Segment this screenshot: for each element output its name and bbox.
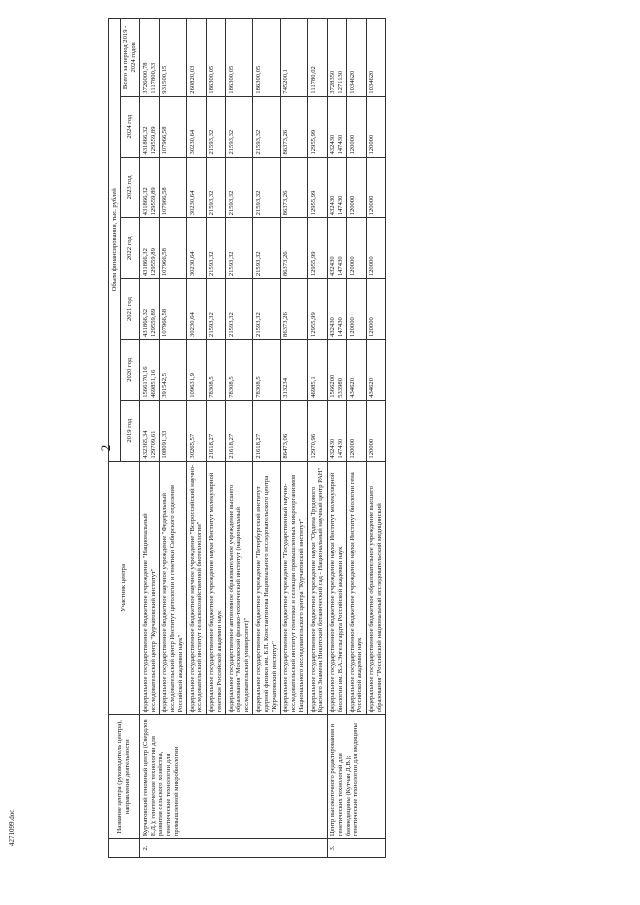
- total-value: 3726000,78 1117800,33: [140, 19, 160, 97]
- year-value: 46985,1: [308, 339, 328, 400]
- participant-name: федеральное государственное бюджетное учреждение науки "Ордена Трудового Красного Знамени Никитский ботанический сад - Национальный научный центр РАН": [308, 461, 328, 715]
- year-value: 1566170,16 469851,16: [140, 339, 160, 400]
- year-value: 12955,99: [308, 157, 328, 218]
- year-value: 12955,99: [308, 96, 328, 157]
- year-value: 120000: [366, 96, 386, 157]
- year-value: 431866,32 129559,89: [140, 96, 160, 157]
- year-value: 21593,32: [226, 218, 253, 279]
- year-value: 432430 147430: [327, 96, 347, 157]
- row-index: 3.: [327, 839, 386, 858]
- year-value: 434620: [366, 339, 386, 400]
- total-value: 186300,05: [226, 19, 253, 97]
- year-value: 434620: [347, 339, 367, 400]
- table-body: [140, 19, 386, 858]
- year-value: 120000: [366, 157, 386, 218]
- year-value: 21593,32: [226, 279, 253, 340]
- year-value: 78308,5: [206, 339, 226, 400]
- year-value: 21618,27: [226, 400, 253, 461]
- participant-name: федеральное государственное бюджетное научное учреждение "Всероссийский научно-исследовательский институт сельскохозяйственной биотехнологии": [187, 461, 207, 715]
- header-index: [109, 839, 140, 858]
- year-value: 86373,26: [280, 218, 307, 279]
- year-value: 21593,32: [206, 218, 226, 279]
- document-id: 4271099.doc: [8, 809, 16, 846]
- header-participant: Участник центра: [109, 461, 140, 715]
- year-value: 12955,99: [308, 279, 328, 340]
- participant-name: федеральное государственное бюджетное учреждение "Государственный научно-исследовательский институт генетики и селекции промышленных микроорганизмов Национального исследовательского центра "Курчатовский институт": [280, 461, 307, 715]
- year-value: 1566200 533980: [327, 339, 347, 400]
- total-value: 111780,02: [308, 19, 328, 97]
- year-value: 21593,32: [253, 157, 280, 218]
- total-value: 186300,05: [206, 19, 226, 97]
- year-value: 432430 147430: [327, 157, 347, 218]
- year-value: 21593,32: [253, 218, 280, 279]
- page-number: 2: [98, 444, 113, 452]
- year-value: 391542,5: [159, 339, 186, 400]
- total-value: 260820,03: [187, 19, 207, 97]
- rotated-table-container: [108, 18, 640, 858]
- participant-name: федеральное государственное бюджетное научное учреждение "Федеральный исследовательский центр Институт цитологии и генетики Сибирского отделения Российской академии наук": [159, 461, 186, 715]
- year-value: 30230,64: [187, 218, 207, 279]
- participant-name: федеральное государственное бюджетное учреждение "Национальный исследовательский центр "Курчатовский институт": [140, 461, 160, 715]
- header-year: 2022 год: [120, 218, 140, 279]
- participant-name: федеральное государственное бюджетное учреждение науки Институт молекулярной генетики Российской академии наук: [206, 461, 226, 715]
- year-value: 30230,64: [187, 279, 207, 340]
- header-year: 2020 год: [120, 339, 140, 400]
- year-value: 432430 147430: [327, 400, 347, 461]
- year-value: 432430 147430: [327, 279, 347, 340]
- year-value: 21593,32: [253, 279, 280, 340]
- header-total: Всего за период 2019 - 2024 годов: [120, 19, 140, 97]
- year-value: 30230,64: [187, 157, 207, 218]
- total-value: 3728350 1271130: [327, 19, 347, 97]
- table-row: [140, 19, 160, 858]
- year-value: 78308,5: [253, 339, 280, 400]
- header-year: 2021 год: [120, 279, 140, 340]
- participant-name: федеральное государственное автономное образовательное учреждение высшего образования "Московский физико-технический институт (национальный исследовательский университет)": [226, 461, 253, 715]
- year-value: 108091,33: [159, 400, 186, 461]
- year-value: 86473,06: [280, 400, 307, 461]
- funding-table: [108, 18, 386, 858]
- year-value: 21593,32: [206, 96, 226, 157]
- total-value: 931500,15: [159, 19, 186, 97]
- participant-name: федеральное государственное бюджетное учреждение науки Институт молекулярной биологии им. В.А.Энгельгардта Российской академии наук: [327, 461, 347, 715]
- year-value: 86373,26: [280, 279, 307, 340]
- year-value: 21618,27: [253, 400, 280, 461]
- year-value: 120000: [347, 96, 367, 157]
- year-value: 107966,58: [159, 157, 186, 218]
- header-row-1: [109, 19, 121, 858]
- year-value: 12970,96: [308, 400, 328, 461]
- year-value: 432430 147430: [327, 218, 347, 279]
- year-value: 431866,32 129559,89: [140, 157, 160, 218]
- year-value: 21593,32: [253, 96, 280, 157]
- year-value: 107966,58: [159, 96, 186, 157]
- participant-name: федеральное государственное бюджетное учреждение "Петербургский институт ядерной физики им. Б.П. Константинова Национального исследовательского центра "Курчатовский институт": [253, 461, 280, 715]
- year-value: 30265,57: [187, 400, 207, 461]
- year-value: 120000: [366, 400, 386, 461]
- year-value: 21593,32: [226, 157, 253, 218]
- table-row: [327, 19, 347, 858]
- header-funding: Объем финансирования, тыс. рублей: [109, 19, 121, 462]
- year-value: 21593,32: [206, 279, 226, 340]
- center-name: Центр высокоточного редактирования и генетических технологий для биомедицины (Кутчан Д.В.); генетические технологии для медицины: [327, 715, 386, 839]
- year-value: 313234: [280, 339, 307, 400]
- year-value: 431866,32 129559,89: [140, 218, 160, 279]
- year-value: 107966,58: [159, 279, 186, 340]
- year-value: 78308,5: [226, 339, 253, 400]
- total-value: 745200,1: [280, 19, 307, 97]
- year-value: 86373,26: [280, 96, 307, 157]
- year-value: 120000: [347, 279, 367, 340]
- year-value: 120000: [347, 400, 367, 461]
- header-year: 2024 год: [120, 96, 140, 157]
- header-center: Название центра (руководитель центра), направления деятельности: [109, 715, 140, 839]
- year-value: 21593,32: [206, 157, 226, 218]
- year-value: 30230,64: [187, 96, 207, 157]
- year-value: 107966,58: [159, 218, 186, 279]
- year-value: 432365,34 129709,61: [140, 400, 160, 461]
- year-value: 120000: [347, 157, 367, 218]
- participant-name: федеральное государственное бюджетное учреждение науки Институт биологии гена Российской академии наук: [347, 461, 367, 715]
- year-value: 21593,32: [226, 96, 253, 157]
- year-value: 120000: [366, 218, 386, 279]
- participant-name: федеральное государственное бюджетное образовательное учреждение высшего образования "Российский национальный исследовательский медицинский: [366, 461, 386, 715]
- year-value: 12955,99: [308, 218, 328, 279]
- year-value: 109631,9: [187, 339, 207, 400]
- year-value: 21618,27: [206, 400, 226, 461]
- year-value: 120000: [366, 279, 386, 340]
- header-year: 2023 год: [120, 157, 140, 218]
- year-value: 86373,26: [280, 157, 307, 218]
- total-value: 1034620: [347, 19, 367, 97]
- header-year: 2019 год: [120, 400, 140, 461]
- total-value: 1034620: [366, 19, 386, 97]
- center-name: Курчатовский геномный центр (Свердлов Е.Д.); генетические технологии для развития сельского хозяйства, генетические технологии для промышленной микробиологии: [140, 715, 327, 839]
- year-value: 120000: [347, 218, 367, 279]
- row-index: 2.: [140, 839, 327, 858]
- year-value: 431866,32 129559,89: [140, 279, 160, 340]
- total-value: 186300,05: [253, 19, 280, 97]
